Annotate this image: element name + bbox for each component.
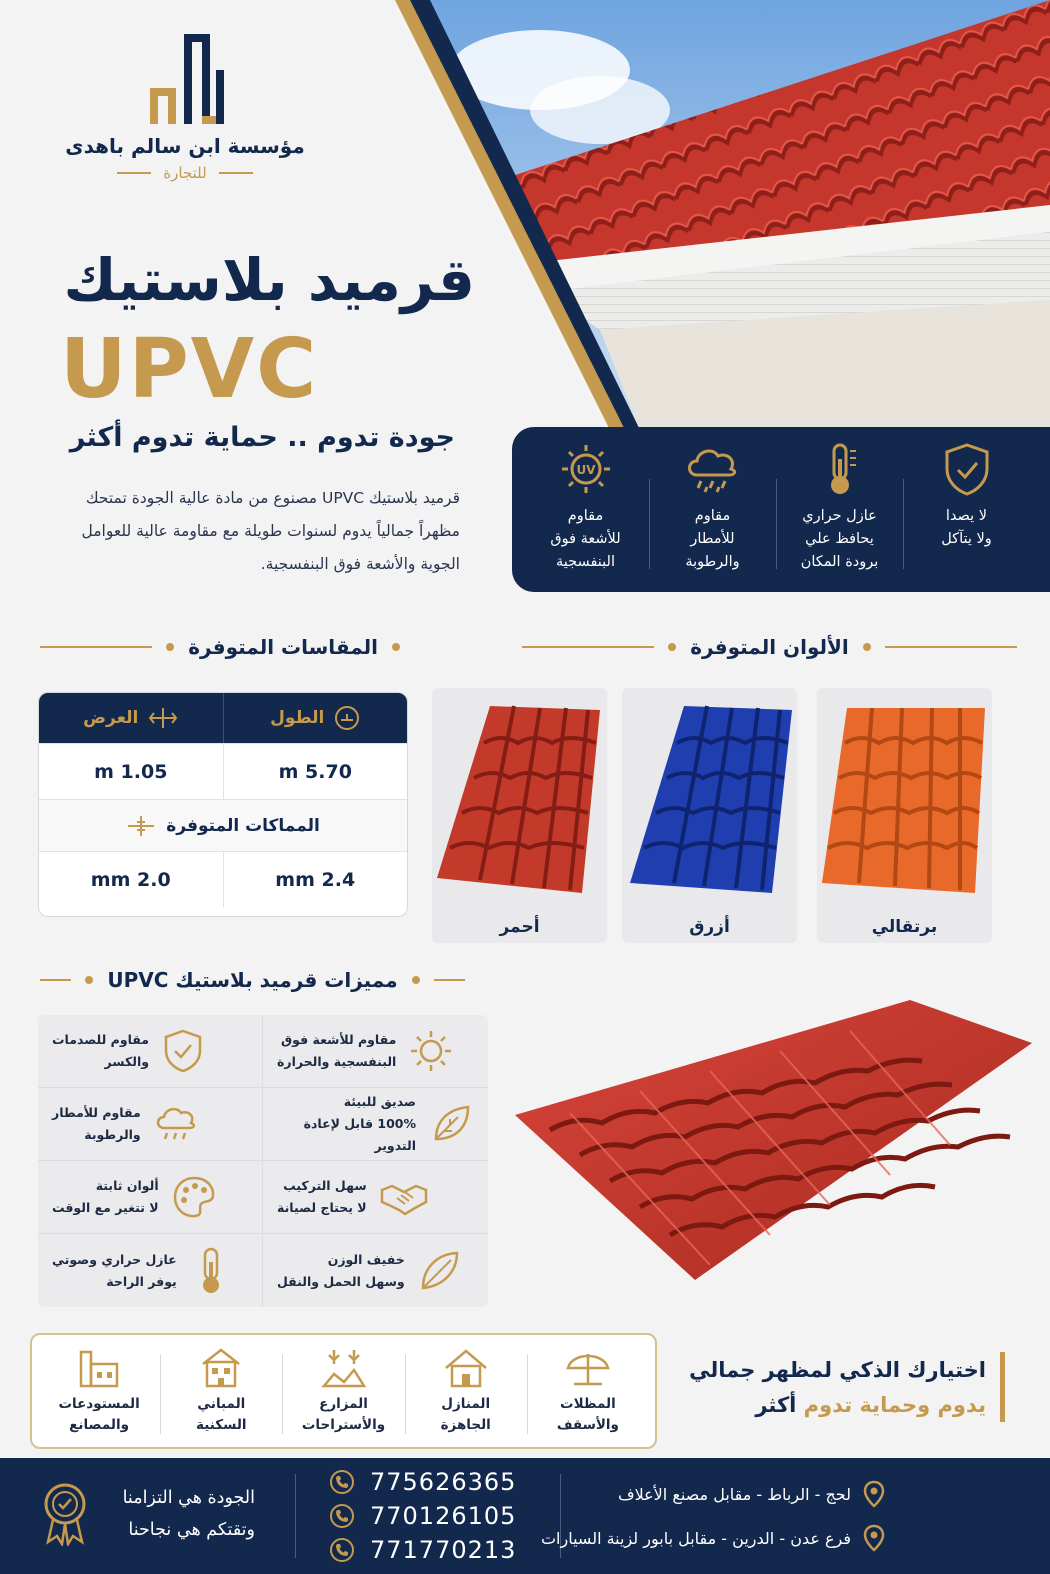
quality-badge-icon bbox=[40, 1480, 90, 1546]
svg-text:UV: UV bbox=[575, 463, 596, 477]
phone-icon bbox=[330, 1504, 354, 1528]
thermometer-icon bbox=[189, 1246, 233, 1296]
shield-check-icon bbox=[941, 441, 993, 497]
benefit-rain: مقاوم للأمطار والرطوبة bbox=[38, 1088, 263, 1161]
house-icon bbox=[442, 1346, 490, 1390]
location-pin-icon bbox=[863, 1524, 885, 1552]
intro-paragraph: قرميد بلاستيك UPVC مصنوع من مادة عالية الجودة تمتحك مظهراً جمالياً يدوم لسنوات طويلة مع مقاومة عالية للعوامل الجوية والأشعة فوق البنفسجية. bbox=[81, 489, 460, 573]
colors-heading: الألوان المتوفرة bbox=[522, 635, 1017, 659]
benefits-grid bbox=[38, 1015, 488, 1307]
width-header: العرض bbox=[39, 693, 224, 743]
company-subtitle: للتجارة bbox=[60, 164, 310, 182]
feature-thermal: عازل حراري يحافظ علي برودة المكان bbox=[776, 441, 903, 574]
red-tile-sheet-image bbox=[510, 995, 1040, 1285]
building-icon bbox=[197, 1346, 245, 1390]
palette-icon bbox=[171, 1174, 217, 1220]
phone-icon bbox=[330, 1538, 354, 1562]
tape-measure-icon bbox=[334, 705, 360, 731]
thermometer-icon bbox=[814, 441, 866, 497]
benefit-thermal: عازل حراري وصوتي يوفر الراحة bbox=[38, 1234, 263, 1307]
feature-uv: UV مقاوم للأشعة فوق البنفسجية bbox=[522, 441, 649, 574]
shield-check-icon bbox=[161, 1028, 205, 1074]
uv-sun-icon bbox=[556, 441, 616, 497]
benefit-install: سهل التركيب لا يحتاج لصيانة bbox=[263, 1161, 488, 1234]
width-arrows-icon bbox=[148, 705, 178, 731]
feature-rust-proof: لا يصدا ولا يتآكل bbox=[903, 441, 1030, 551]
color-label-orange: برتقالي bbox=[871, 917, 938, 937]
location-pin-icon bbox=[863, 1480, 885, 1508]
use-warehouses: المستودعات والمصانع bbox=[38, 1346, 160, 1436]
color-label-blue: أزرق bbox=[689, 917, 730, 937]
contact-footer bbox=[0, 1458, 1050, 1574]
color-swatch-blue bbox=[622, 688, 797, 943]
benefit-eco: صديق للبيئة 100% قابل لإعادة التدوير bbox=[263, 1088, 488, 1161]
address-aden: فرع عدن - الدرين - مقابل بابور لزينة السيارات bbox=[541, 1524, 885, 1552]
rain-cloud-icon bbox=[153, 1101, 199, 1147]
building-logo-icon bbox=[140, 30, 230, 126]
red-tile-image bbox=[432, 688, 607, 898]
phone-1[interactable]: 775626365 bbox=[330, 1468, 516, 1496]
use-prefab-houses: المنازل الجاهزة bbox=[405, 1346, 527, 1436]
factory-icon bbox=[75, 1346, 123, 1390]
thickness-value-a: 2.4 mm bbox=[275, 868, 356, 891]
color-label-red: أحمر bbox=[499, 917, 540, 937]
company-name: مؤسسة ابن سالم باهدى bbox=[65, 134, 305, 158]
leaf-icon bbox=[428, 1101, 474, 1147]
thickness-header: المماكات المتوفرة bbox=[39, 799, 407, 851]
phone-icon bbox=[330, 1470, 354, 1494]
phone-2[interactable]: 770126105 bbox=[330, 1502, 516, 1530]
benefit-impact: مقاوم للصدمات والكسر bbox=[38, 1015, 263, 1088]
benefits-heading: مميزات قرميد بلاستيك UPVC bbox=[40, 968, 465, 992]
benefit-uv: مقاوم للأشعة فوق البنفسجية والحرارة bbox=[263, 1015, 488, 1088]
product-title-english: UPVC bbox=[60, 322, 319, 417]
feature-highlights bbox=[512, 427, 1050, 592]
slogan: اختيارك الذكي لمظهر جمالي يدوم وحماية تدوم أكثر bbox=[675, 1352, 1005, 1422]
benefit-lightweight: خفيف الوزن وسهل الحمل والنقل bbox=[263, 1234, 488, 1307]
farm-icon bbox=[320, 1346, 368, 1390]
thickness-value-b: 2.0 mm bbox=[39, 852, 224, 907]
color-swatch-red bbox=[432, 688, 607, 943]
handshake-icon bbox=[379, 1174, 429, 1220]
quality-statement: الجودة هي التزامنا وتقتكم هي نجاحنا bbox=[122, 1488, 255, 1540]
feather-icon bbox=[417, 1248, 463, 1294]
usage-applications bbox=[30, 1333, 657, 1449]
address-lahj: لحج - الرباط - مقابل مصنع الأعلاف bbox=[618, 1480, 885, 1508]
product-title-arabic: قرميد بلاستيك bbox=[63, 246, 475, 314]
tagline: جودة تدوم .. حماية تدوم أكثر bbox=[69, 422, 455, 453]
thickness-icon bbox=[126, 813, 156, 839]
company-logo bbox=[60, 30, 310, 182]
rain-cloud-icon bbox=[683, 441, 743, 497]
dimensions-table bbox=[38, 692, 408, 917]
length-value: 5.70 m bbox=[278, 760, 352, 783]
width-value: 1.05 m bbox=[39, 744, 224, 799]
use-farms: المزارع والأستراحات bbox=[282, 1346, 404, 1436]
blue-tile-image bbox=[622, 688, 797, 898]
length-header: الطول bbox=[224, 693, 408, 743]
umbrella-icon bbox=[564, 1346, 612, 1390]
sun-icon bbox=[408, 1028, 454, 1074]
sizes-heading: المقاسات المتوفرة bbox=[40, 635, 400, 659]
feature-rain: مقاوم للأمطار والرطوبة bbox=[649, 441, 776, 574]
phone-3[interactable]: 771770213 bbox=[330, 1536, 516, 1564]
use-shades: المظلات والأسقف bbox=[527, 1346, 649, 1436]
use-residential-buildings: المباني السكنية bbox=[160, 1346, 282, 1436]
orange-tile-image bbox=[817, 688, 992, 898]
benefit-colors: ألوان ثابتة لا تتغير مع الوقت bbox=[38, 1161, 263, 1234]
color-swatch-orange bbox=[817, 688, 992, 943]
